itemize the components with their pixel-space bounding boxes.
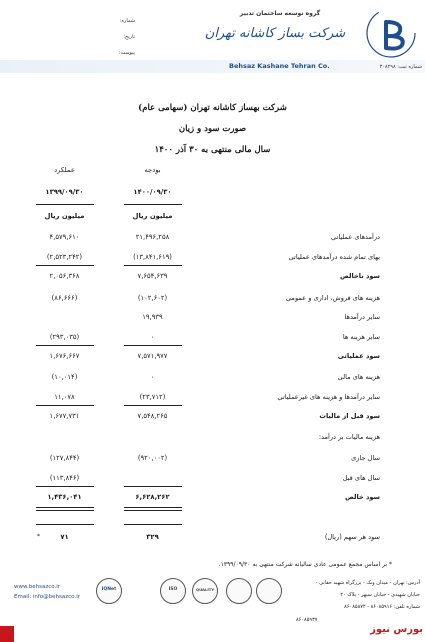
quality-text: QUALITY xyxy=(195,587,215,592)
subtotal-rule xyxy=(36,405,94,406)
subtotal-rule xyxy=(124,405,182,406)
row-actual-value: (۱۲۷,۸۴۴) xyxy=(49,454,80,462)
footnote: * بر اساس مجمع عمومی عادی سالیانه شرکت منتهی به ۱۳۹۹/۰۹/۳۰. xyxy=(218,561,392,568)
eps-actual: ۷۱ xyxy=(60,533,69,541)
iqnet-text: IQNet xyxy=(101,587,117,592)
address-line-1: آدرس: تهران - میدان ونک - بزرگراه شهید حقانی - xyxy=(315,580,420,586)
row-actual-value: ۱,۶۷۷,۷۳۱ xyxy=(49,412,80,420)
row-label: سود ناخالص xyxy=(340,272,380,280)
col-budget-date: ۱۴۰۰/۰۹/۳۰ xyxy=(133,188,172,196)
red-corner-mark xyxy=(0,626,14,642)
watermark: بورس نیوز xyxy=(370,624,423,635)
row-label: هزینه های فروش، اداری و عمومی xyxy=(285,294,380,302)
row-budget-value: ۷,۶۵۴,۶۳۹ xyxy=(137,272,168,280)
row-actual-value: ۴,۵۷۹,۶۱۰ xyxy=(49,233,80,241)
row-label: سایر هزینه ها xyxy=(342,333,380,341)
row-actual-value: (۱۱۳,۸۴۶) xyxy=(49,474,80,482)
subtotal-rule xyxy=(124,265,182,266)
row-actual-value: (۲,۵۲۳,۲۴۲) xyxy=(46,253,83,261)
cert-badge-icon xyxy=(226,578,252,604)
iqnet-logo-icon xyxy=(96,578,122,604)
statement-title: صورت سود و زیان xyxy=(178,124,247,134)
row-label: سایر درآمدها و هزینه های غیرعملیاتی xyxy=(277,393,380,401)
row-budget-value: ۲۱,۴۹۶,۲۵۸ xyxy=(135,233,170,241)
net-profit-label: سود خالص xyxy=(345,493,380,501)
eps-marker: * xyxy=(37,533,40,540)
iso-text: ISO xyxy=(168,587,178,592)
row-budget-value: (۲۳,۷۱۲) xyxy=(139,393,166,401)
row-budget-value: (۱۳,۸۴۱,۶۱۹) xyxy=(133,253,172,261)
eps-label: سود هر سهم (ریال) xyxy=(324,533,380,541)
company-title: شرکت بهساز کاشانه تهران (سهامی عام) xyxy=(138,103,287,113)
double-rule xyxy=(36,507,94,508)
row-label: سود عملیاتی xyxy=(337,352,380,360)
row-budget-value: ۰ xyxy=(150,333,155,341)
date-label: تاریخ: xyxy=(123,34,135,40)
row-actual-value: (۲۹۳,۰۳۵) xyxy=(49,333,80,341)
footer-email[interactable]: Email: info@behsazco.ir xyxy=(14,594,80,600)
row-label: درآمدهای عملیاتی xyxy=(331,233,380,241)
company-logo-icon xyxy=(362,4,420,62)
footer-website[interactable]: www.behsazco.ir xyxy=(14,584,61,590)
col-actual-date: ۱۳۹۹/۰۹/۳۰ xyxy=(45,188,84,196)
row-label: سایر درآمدها xyxy=(344,313,380,321)
quality-cert-logo-icon xyxy=(192,578,218,604)
attachment-label: پیوست: xyxy=(118,50,135,56)
company-latin: Behsaz Kashane Tehran Co. xyxy=(229,62,330,70)
row-label: هزینه های مالی xyxy=(337,373,380,381)
row-label: سود قبل از مالیات xyxy=(319,412,380,420)
row-actual-value: ۱۱,۰۷۸ xyxy=(54,393,75,401)
row-budget-value: ۷,۵۷۱,۹۷۷ xyxy=(137,352,168,360)
subtotal-rule xyxy=(36,345,94,346)
row-budget-value: ۱۹,۹۳۹ xyxy=(142,313,163,321)
company-calligraphy: شرکت بساز کاشانه تهران xyxy=(204,26,346,41)
row-label: هزینه مالیات بر درآمد: xyxy=(318,433,380,441)
subtotal-rule xyxy=(36,265,94,266)
iso-cert-logo-icon xyxy=(160,578,186,604)
double-rule xyxy=(124,507,182,508)
reg-number: شماره ثبت: ۳۰۸۲۹۸ xyxy=(379,64,422,70)
fax-line: ۸۶۰۸۵۹۳۷ xyxy=(296,617,318,623)
row-actual-value: ۱,۶۷۶,۶۶۷ xyxy=(49,352,80,360)
address-line-2: خیابان شهیدی - خیابان سپهر - پلاک ۲۰ xyxy=(340,592,420,598)
group-name: گروه توسعه ساختمان تدبیر xyxy=(239,10,321,17)
cert-badge-2-icon xyxy=(256,578,282,604)
subtotal-rule xyxy=(124,345,182,346)
row-budget-value: (۱۰۲,۶۰۲) xyxy=(137,294,168,302)
eps-budget: ۳۲۹ xyxy=(146,533,159,541)
row-label: سال های قبل xyxy=(342,474,380,482)
double-rule xyxy=(124,510,182,511)
col-actual-unit: میلیون ریال xyxy=(44,212,85,220)
col-actual-rule xyxy=(36,204,94,205)
subtotal-rule xyxy=(124,486,182,487)
row-actual-value: ۲,۰۵۶,۳۶۸ xyxy=(49,272,80,280)
row-label: بهای تمام شده درآمدهای عملیاتی xyxy=(288,253,380,261)
subtotal-rule xyxy=(36,486,94,487)
row-actual-value: (۱۰,۰۱۴) xyxy=(51,373,78,381)
net-profit-budget: ۶,۶۲۸,۲۶۲ xyxy=(135,493,170,501)
row-label: سال جاری xyxy=(351,454,380,462)
eps-rule xyxy=(36,524,94,525)
net-profit-actual: ۱,۴۳۶,۰۴۱ xyxy=(47,493,82,501)
number-label: شماره: xyxy=(119,18,135,24)
double-rule xyxy=(36,510,94,511)
phone-line: شماره تلفن: ۸۶۰۸۵۹۱۶ - ۸۶۰۸۵۸۷۴ xyxy=(344,604,420,610)
col-budget-unit: میلیون ریال xyxy=(132,212,173,220)
eps-rule xyxy=(124,524,182,525)
col-actual-title: عملکرد xyxy=(54,166,75,174)
period-title: سال مالی منتهی به ۳۰ آذر ۱۴۰۰ xyxy=(154,145,271,155)
row-budget-value: ۷,۵۴۸,۲۶۵ xyxy=(137,412,168,420)
col-budget-title: بودجه xyxy=(144,166,161,174)
row-actual-value: (۸۶,۶۶۶) xyxy=(51,294,78,302)
col-budget-rule xyxy=(124,204,182,205)
row-budget-value: ۰ xyxy=(150,373,155,381)
row-budget-value: (۹۲۰,۰۰۲) xyxy=(137,454,168,462)
